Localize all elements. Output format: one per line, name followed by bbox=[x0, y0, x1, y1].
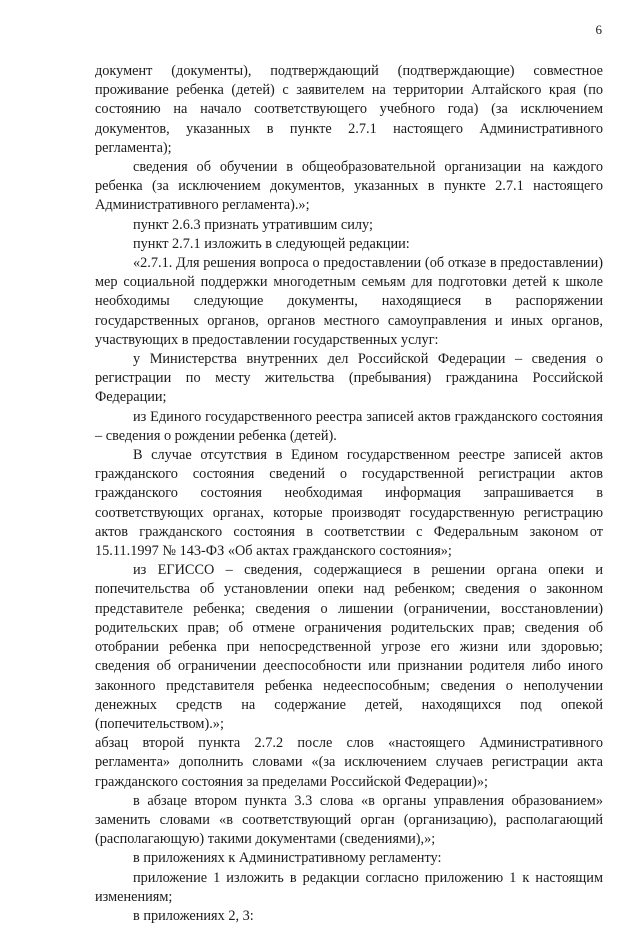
paragraph-clause-2-6-3: пункт 2.6.3 признать утратившим силу; bbox=[133, 216, 373, 233]
paragraph-egisso: из ЕГИССО – сведения, содержащиеся в решении органа опеки и попечительства об установлении опеки над ребенком; сведения о законном представителе ребенка; сведения о лишении (ограничении, восстановлении) родительских прав; об отмене ограничения родительских прав; сведения об отобрании ребенка при непосредственной угрозе его жизни или здоровью; сведения об ограничении дееспособности или признании родителя либо иного законного представителя ребенка недееспособным; сведения о неполучении денежных средств на содержание детей, находящихся под опекой (попечительством).»; bbox=[95, 562, 603, 732]
document-body bbox=[95, 62, 603, 926]
paragraph-appendices-2-3: в приложениях 2, 3: bbox=[133, 907, 254, 924]
paragraph-clause-2-7-1-intro: пункт 2.7.1 изложить в следующей редакции: bbox=[133, 235, 410, 252]
paragraph-clause-2-7-1-text: «2.7.1. Для решения вопроса о предоставлении (об отказе в предоставлении) мер социальной поддержки многодетным семьям для подготовки детей к школе необходимы следующие документы, находящиеся в распоряжении государственных органов, органов местного самоуправления и иных органов, участвующих в предоставлении государственных услуг: bbox=[95, 255, 603, 348]
paragraph-appendix-1: приложение 1 изложить в редакции согласно приложению 1 к настоящим изменениям; bbox=[95, 869, 603, 905]
scan-artifact bbox=[566, 880, 580, 883]
paragraph-clause-2-7-2: абзац второй пункта 2.7.2 после слов «настоящего Административного регламента» дополнить словами «(за исключением случаев регистрации акта гражданского состояния за пределами Российской Федерации)»; bbox=[95, 735, 603, 790]
paragraph-registry-absence: В случае отсутствия в Едином государственном реестре записей актов гражданского состояния сведений о государственной регистрации актов гражданского состояния необходимая информация запрашивается в соответствующих органах, которые производят государственную регистрацию актов гражданского состояния в соответствии с Федеральным законом от 15.11.1997 № 143-ФЗ «Об актах гражданского состояния»; bbox=[95, 447, 603, 560]
paragraph-school-enrollment-info: сведения об обучении в общеобразовательной организации на каждого ребенка (за исключением документов, указанных в пункте 2.7.1 настоящего Административного регламента).»; bbox=[95, 159, 603, 214]
paragraph-civil-registry: из Единого государственного реестра записей актов гражданского состояния – сведения о рождении ребенка (детей). bbox=[95, 408, 603, 444]
paragraph-appendices-intro: в приложениях к Административному регламенту: bbox=[133, 850, 442, 867]
paragraph-interior-ministry: у Министерства внутренних дел Российской Федерации – сведения о регистрации по месту жительства (пребывания) гражданина Российской Федерации; bbox=[95, 351, 603, 406]
paragraph-clause-3-3: в абзаце втором пункта 3.3 слова «в органы управления образованием» заменить словами «в соответствующий орган (организацию), располагающий (располагающую) такими документами (сведениями),»; bbox=[95, 792, 603, 848]
paragraph-cohabitation-document: документ (документы), подтверждающий (подтверждающие) совместное проживание ребенка (детей) с заявителем на территории Алтайского края (по состоянию на начало соответствующего учебного года) (за исключением документов, указанных в пункте 2.7.1 настоящего Административного регламента); bbox=[95, 63, 603, 156]
page-number: 6 bbox=[595, 22, 602, 37]
